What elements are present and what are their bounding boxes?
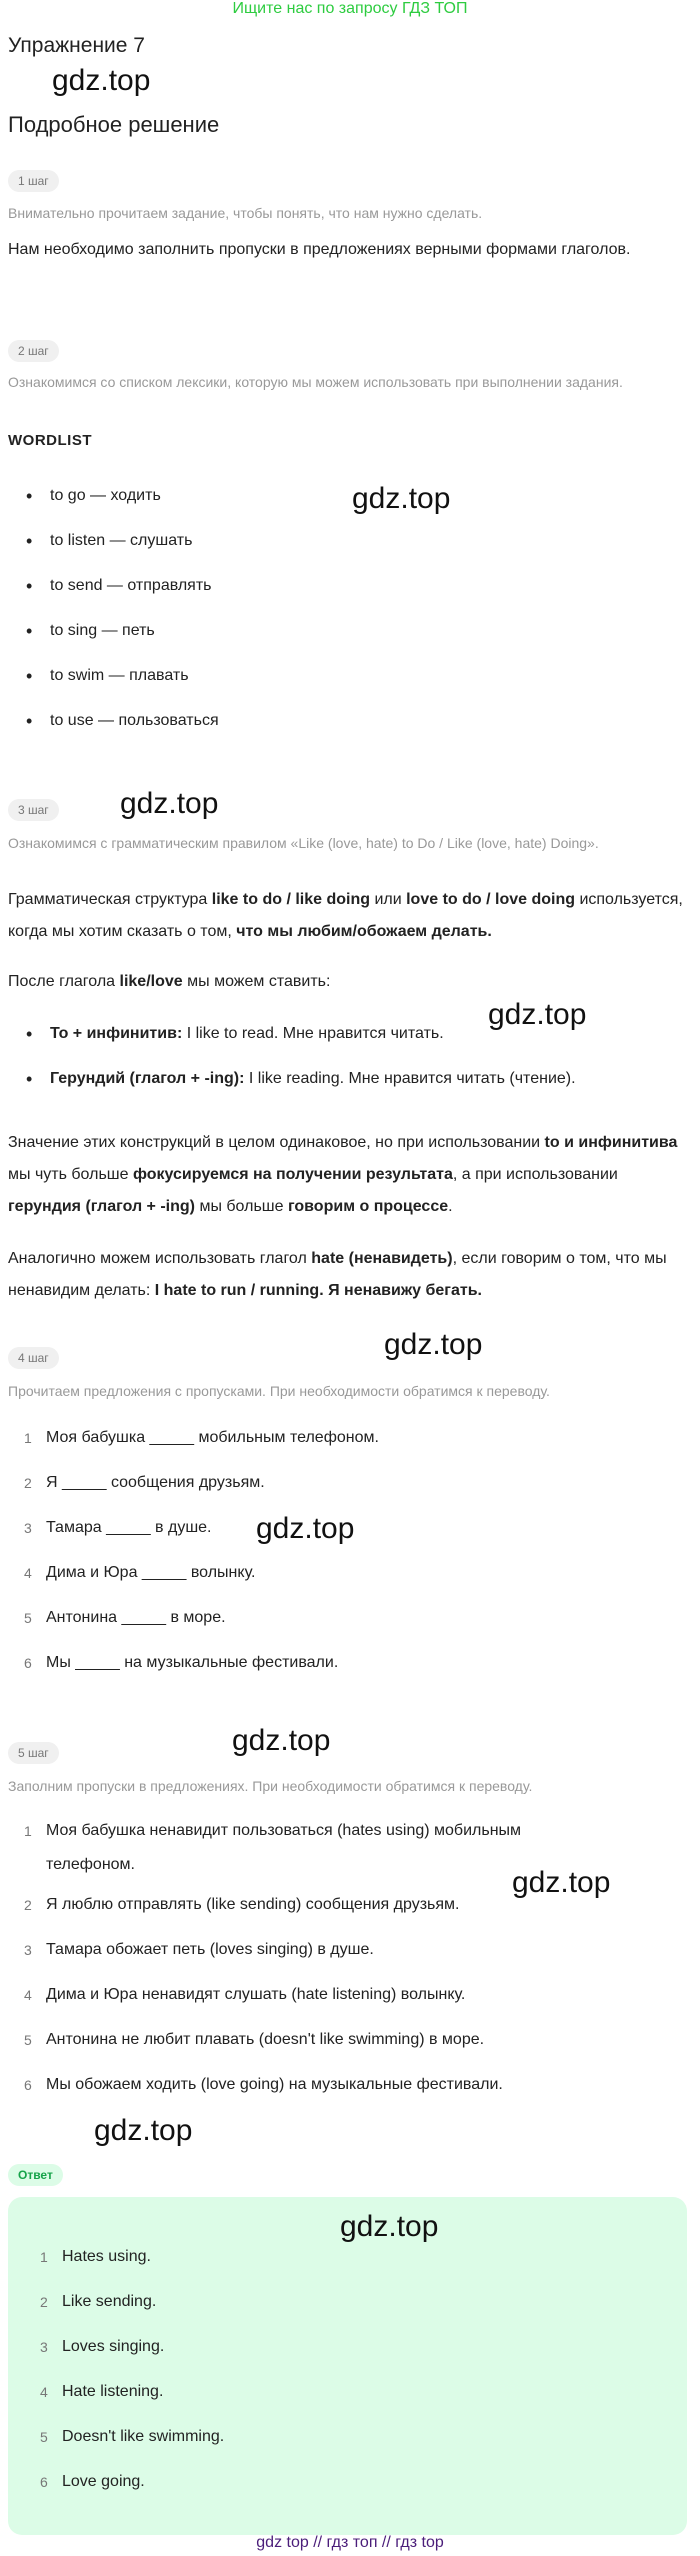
task-sentences	[8, 1426, 688, 1696]
step-label: 3 шаг	[8, 799, 59, 821]
step-1-badge	[8, 170, 59, 192]
item-number: 1	[24, 1823, 32, 1839]
item-text: Я _____ сообщения друзьям.	[46, 1474, 265, 1491]
watermark: gdz.top	[384, 1328, 483, 1361]
footer-links[interactable]: gdz top // гдз топ // гдз top	[256, 2534, 444, 2551]
emphasis: like to do / like doing	[211, 891, 370, 908]
step-2-badge	[8, 340, 59, 362]
item-number: 5	[40, 2429, 48, 2445]
list-item	[8, 1022, 688, 1067]
list-item	[8, 1471, 688, 1516]
list-item	[8, 1606, 688, 1651]
item-text: Love going.	[62, 2473, 145, 2490]
text: После глагола	[8, 973, 120, 990]
list-item: • to go — ходить	[8, 484, 219, 529]
step-5-badge	[8, 1742, 59, 1764]
text: Значение этих конструкций в целом одинаковое, но при использовании	[8, 1134, 545, 1151]
list-item	[8, 1814, 540, 1893]
watermark: gdz.top	[488, 998, 587, 1031]
emphasis: love to do / love doing	[406, 891, 575, 908]
top-banner[interactable]: Ищите нас по запросу ГДЗ ТОП	[232, 0, 468, 17]
item-number: 2	[24, 1897, 32, 1913]
item-number: 2	[40, 2294, 48, 2310]
list-item	[8, 2028, 540, 2073]
list-item	[24, 2425, 688, 2470]
list-item	[24, 2245, 688, 2290]
list-item: • to swim — плавать	[8, 664, 219, 709]
list-item	[8, 1561, 688, 1606]
step-4-hint: Прочитаем предложения с пропусками. При необходимости обратимся к переводу.	[8, 1383, 550, 1399]
step-label: 2 шаг	[8, 340, 59, 362]
step-2-hint: Ознакомимся со списком лексики, которую мы можем использовать при выполнении задания.	[8, 374, 623, 390]
item-number: 3	[24, 1942, 32, 1958]
item-number: 1	[24, 1430, 32, 1446]
item-text: Моя бабушка _____ мобильным телефоном.	[46, 1429, 379, 1446]
item-number: 1	[40, 2249, 48, 2265]
step-3-hint: Ознакомимся с грамматическим правилом «Like (love, hate) to Do / Like (love, hate) Doing».	[8, 835, 599, 851]
item-text: Мы обожаем ходить (love going) на музыкальные фестивали.	[46, 2076, 503, 2093]
text: , если говорим о том, что мы ненавидим делать:	[8, 1250, 667, 1299]
emphasis: что мы любим/обожаем делать.	[236, 923, 492, 940]
list-item	[8, 1067, 688, 1112]
step-4-badge	[8, 1347, 59, 1369]
grammar-paragraph-1	[8, 884, 688, 948]
list-item	[24, 2380, 688, 2425]
emphasis: like/love	[119, 973, 183, 990]
page-title: Упражнение 7	[8, 34, 145, 57]
text: или	[370, 891, 407, 908]
list-item: • to use — пользоваться	[8, 709, 219, 754]
emphasis: To + инфинитив:	[50, 1025, 183, 1042]
watermark: gdz.top	[120, 787, 219, 820]
emphasis: фокусируемся на получении результата	[132, 1166, 453, 1183]
step-1-hint: Внимательно прочитаем задание, чтобы понять, что нам нужно сделать.	[8, 205, 483, 221]
text: .	[448, 1198, 453, 1215]
list-item: • to send — отправлять	[8, 574, 219, 619]
item-number: 4	[24, 1987, 32, 2003]
step-5-hint: Заполним пропуски в предложениях. При необходимости обратимся к переводу.	[8, 1778, 533, 1794]
item-number: 4	[24, 1565, 32, 1581]
text: I like to read. Мне нравится читать.	[182, 1025, 444, 1042]
text: используется, когда мы хотим сказать о том,	[8, 891, 683, 940]
list-item	[8, 1893, 540, 1938]
watermark: gdz.top	[512, 1866, 611, 1899]
answer-badge	[8, 2164, 63, 2186]
answer-label: Ответ	[8, 2164, 63, 2186]
list-item	[24, 2290, 688, 2335]
list-item	[8, 1983, 540, 2028]
item-text: Loves singing.	[62, 2338, 165, 2355]
step-label: 1 шаг	[8, 170, 59, 192]
emphasis: Герундий (глагол + -ing):	[50, 1070, 245, 1087]
watermark: gdz.top	[52, 64, 151, 97]
grammar-bullets	[8, 1022, 688, 1112]
text: мы можем ставить:	[182, 973, 331, 990]
item-text: Дима и Юра _____ волынку.	[46, 1564, 256, 1581]
emphasis: герундия (глагол + -ing)	[8, 1198, 195, 1215]
list-item	[8, 2073, 540, 2118]
grammar-paragraph-2	[8, 966, 688, 998]
grammar-paragraph-4	[8, 1243, 688, 1307]
item-number: 6	[24, 1655, 32, 1671]
item-text: Doesn't like swimming.	[62, 2428, 225, 2445]
step-1-text: Нам необходимо заполнить пропуски в предложениях верными формами глаголов.	[8, 241, 631, 258]
emphasis: to и инфинитива	[544, 1134, 678, 1151]
emphasis: hate (ненавидеть)	[311, 1250, 453, 1267]
emphasis: I hate to run / running. Я ненавижу бегать.	[154, 1282, 482, 1299]
item-text: Hates using.	[62, 2248, 151, 2265]
list-item	[8, 1651, 688, 1696]
text: Грамматическая структура	[8, 891, 212, 908]
item-number: 6	[24, 2077, 32, 2093]
item-text: Like sending.	[62, 2293, 157, 2310]
item-number: 3	[40, 2339, 48, 2355]
list-item	[24, 2335, 688, 2380]
text: Аналогично можем использовать глагол	[8, 1250, 312, 1267]
item-number: 6	[40, 2474, 48, 2490]
list-item	[8, 1426, 688, 1471]
wordlist	[8, 484, 219, 754]
filled-sentences	[8, 1819, 540, 2118]
list-item: • to sing — петь	[8, 619, 219, 664]
text: I like reading. Мне нравится читать (чтение).	[244, 1070, 576, 1087]
item-text: Моя бабушка ненавидит пользоваться (hates using) мобильным телефоном.	[46, 1822, 522, 1873]
item-number: 4	[40, 2384, 48, 2400]
list-item	[8, 1516, 688, 1561]
item-number: 2	[24, 1475, 32, 1491]
list-item	[24, 2470, 688, 2515]
watermark: gdz.top	[256, 1512, 355, 1545]
list-item	[8, 1938, 540, 1983]
item-number: 5	[24, 1610, 32, 1626]
text: мы больше	[195, 1198, 288, 1215]
step-label: 5 шаг	[8, 1742, 59, 1764]
text: мы чуть больше	[8, 1166, 133, 1183]
text: , а при использовании	[452, 1166, 618, 1183]
emphasis: говорим о процессе	[287, 1198, 449, 1215]
item-text: Антонина _____ в море.	[46, 1609, 226, 1626]
item-text: Дима и Юра ненавидят слушать (hate listening) волынку.	[46, 1986, 466, 2003]
item-number: 5	[24, 2032, 32, 2048]
step-3-badge	[8, 799, 59, 821]
item-text: Тамара обожает петь (loves singing) в душе.	[46, 1941, 374, 1958]
item-text: Мы _____ на музыкальные фестивали.	[46, 1654, 339, 1671]
watermark: gdz.top	[352, 482, 451, 515]
watermark: gdz.top	[94, 2114, 193, 2147]
item-text: Тамара _____ в душе.	[46, 1519, 212, 1536]
solution-subtitle: Подробное решение	[8, 112, 220, 137]
list-item: • to listen — слушать	[8, 529, 219, 574]
item-number: 3	[24, 1520, 32, 1536]
item-text: Я люблю отправлять (like sending) сообщения друзьям.	[46, 1896, 460, 1913]
step-label: 4 шаг	[8, 1347, 59, 1369]
grammar-paragraph-3	[8, 1127, 688, 1223]
wordlist-heading: WORDLIST	[8, 432, 92, 449]
answer-list	[24, 2245, 688, 2515]
watermark: gdz.top	[232, 1724, 331, 1757]
item-text: Hate listening.	[62, 2383, 164, 2400]
item-text: Антонина не любит плавать (doesn't like swimming) в море.	[46, 2031, 485, 2048]
watermark: gdz.top	[340, 2210, 439, 2243]
